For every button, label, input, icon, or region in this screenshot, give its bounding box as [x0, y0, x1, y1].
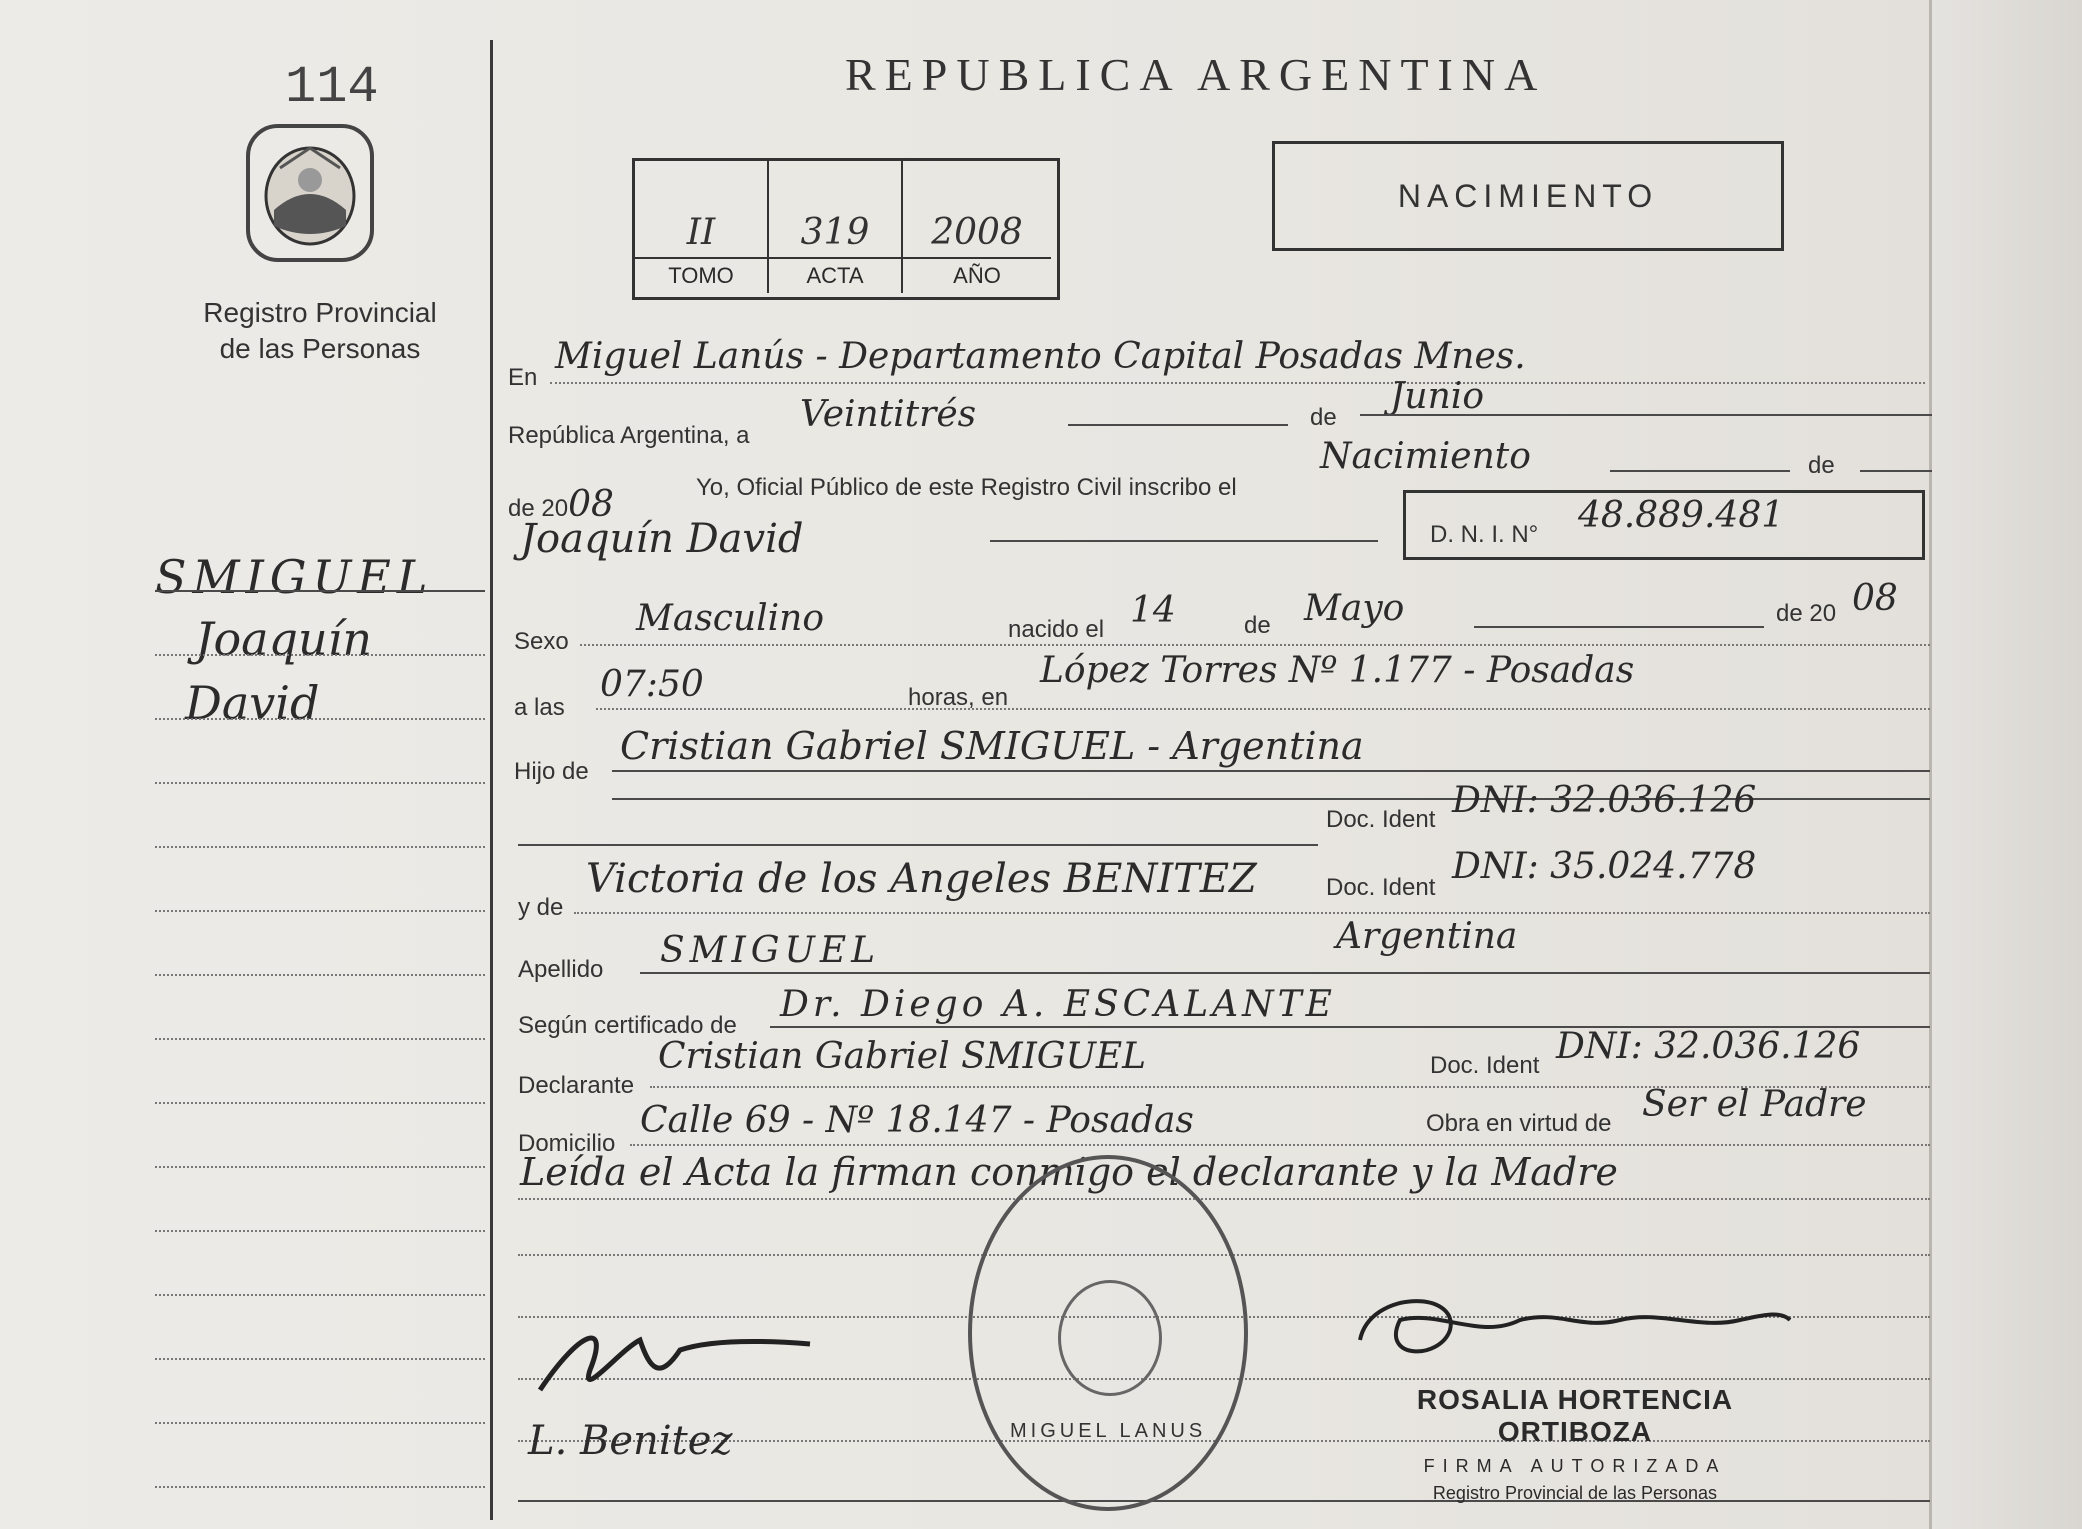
father-value: Cristian Gabriel SMIGUEL - Argentina — [620, 724, 1364, 768]
certificate-value: Dr. Diego A. ESCALANTE — [780, 984, 1336, 1025]
official-signature-icon — [1340, 1280, 1800, 1390]
sexo-label: Sexo — [514, 628, 569, 655]
day-line — [1068, 424, 1288, 426]
margin-line — [155, 1038, 485, 1040]
official-role: FIRMA AUTORIZADA — [1423, 1456, 1727, 1476]
margin-line — [155, 910, 485, 912]
birth-place-value: López Torres Nº 1.177 - Posadas — [1040, 650, 1635, 691]
de-label-2: de — [1808, 452, 1835, 479]
de-label: de — [1310, 404, 1337, 431]
registry-line2: de las Personas — [219, 333, 421, 364]
record-reference-table — [632, 158, 1060, 300]
official-office: Registro Provincial de las Personas — [1432, 1483, 1718, 1503]
domicilio-label: Domicilio — [518, 1130, 616, 1157]
event-value: Nacimiento — [1320, 436, 1531, 477]
dni-label: D. N. I. N° — [1430, 521, 1539, 548]
mother-value: Victoria de los Angeles BENITEZ — [586, 856, 1257, 902]
declarante-signature-icon — [520, 1310, 820, 1430]
birth-day-value: 14 — [1130, 590, 1176, 631]
margin-line — [155, 1358, 485, 1360]
provincial-seal-icon — [240, 118, 380, 268]
anio-label: AÑO — [953, 263, 1001, 288]
birth-month-line — [1474, 626, 1764, 628]
margin-surname: SMIGUEL — [155, 550, 434, 604]
doc-ident-label-1: Doc. Ident — [1326, 806, 1436, 833]
registry-line1: Registro Provincial — [203, 297, 437, 328]
margin-line — [155, 654, 485, 656]
father-line — [612, 770, 1930, 772]
acta-label: ACTA — [769, 259, 903, 293]
tomo-value: II — [635, 161, 769, 259]
declarante-label: Declarante — [518, 1072, 635, 1099]
margin-line — [155, 1102, 485, 1104]
acta-value: 319 — [769, 161, 903, 259]
domicilio-line — [630, 1144, 1930, 1146]
margin-line — [155, 1422, 485, 1424]
declarante-doc-value: DNI: 32.036.126 — [1556, 1026, 1861, 1067]
sexo-line — [580, 644, 1930, 646]
father-doc-value: DNI: 32.036.126 — [1452, 780, 1757, 821]
place-value: Miguel Lanús - Departamento Capital Posadas Mnes. — [555, 336, 1526, 377]
folio-number: 114 — [285, 58, 379, 117]
tomo-label: TOMO — [635, 259, 769, 293]
event-line — [1610, 470, 1790, 472]
domicilio-value: Calle 69 - Nº 18.147 - Posadas — [640, 1100, 1194, 1141]
year-suffix: 08 — [568, 484, 614, 525]
country-title: REPUBLICA ARGENTINA — [845, 49, 1547, 100]
mother-doc-value: DNI: 35.024.778 — [1452, 846, 1757, 887]
margin-line — [155, 974, 485, 976]
margin-line — [155, 1486, 485, 1488]
day-words-value: Veintitrés — [800, 394, 977, 435]
dni-value: 48.889.481 — [1578, 495, 1785, 536]
book-edge — [1929, 0, 2082, 1529]
mother-line — [574, 912, 1930, 914]
apellido-value: SMIGUEL — [660, 930, 881, 971]
margin-name1: Joaquín — [195, 612, 372, 666]
declarante-value: Cristian Gabriel SMIGUEL — [658, 1036, 1147, 1077]
margin-line — [155, 1166, 485, 1168]
dni-box — [1403, 490, 1925, 560]
anio-value: 2008 — [903, 161, 1051, 259]
mother-signature: L. Benitez — [528, 1418, 733, 1464]
margin-name2: David — [185, 676, 320, 730]
hijo-label: Hijo de — [514, 758, 589, 785]
doc-ident-label-3: Doc. Ident — [1430, 1052, 1540, 1079]
official-name: ROSALIA HORTENCIA ORTIBOZA — [1416, 1384, 1734, 1447]
margin-rule — [490, 40, 493, 1520]
margin-line — [155, 590, 485, 592]
official-statement: Yo, Oficial Público de este Registro Civil inscribo el — [696, 474, 1237, 501]
yde-label: y de — [518, 894, 564, 921]
de-label-3: de — [1244, 612, 1271, 639]
obra-label: Obra en virtud de — [1426, 1110, 1612, 1137]
month-value: Junio — [1390, 376, 1484, 417]
en-label: En — [508, 364, 538, 391]
place-line — [550, 382, 1925, 384]
obra-value: Ser el Padre — [1642, 1084, 1867, 1125]
birth-month-value: Mayo — [1304, 588, 1405, 629]
apellido-line — [640, 972, 1930, 974]
stamp-bottom-text: MIGUEL LANUS — [1010, 1420, 1207, 1442]
mother-nationality-value: Argentina — [1336, 916, 1518, 957]
closing-line — [518, 1198, 1930, 1200]
margin-line — [155, 1230, 485, 1232]
event-end-line — [1860, 470, 1932, 472]
official-signature-block — [1345, 1384, 1805, 1504]
alas-label: a las — [514, 694, 565, 721]
margin-line — [155, 1294, 485, 1296]
closing-text: Leída el Acta la firman conmigo el declarante y la Madre — [520, 1150, 1618, 1194]
time-value: 07:50 — [600, 664, 704, 705]
registry-name — [160, 295, 480, 367]
nacido-label: nacido el — [1008, 616, 1105, 643]
stamp-center-emblem — [1058, 1280, 1162, 1396]
month-line — [1360, 414, 1932, 416]
segun-label: Según certificado de — [518, 1012, 737, 1039]
republica-label: República Argentina, a — [508, 422, 750, 449]
margin-line — [155, 718, 485, 720]
record-type-box: NACIMIENTO — [1272, 141, 1784, 251]
child-name-value: Joaquín David — [520, 516, 804, 562]
father-doc-line — [518, 844, 1318, 846]
sexo-value: Masculino — [636, 598, 825, 639]
horas-label: horas, en — [908, 684, 1009, 711]
doc-ident-label-2: Doc. Ident — [1326, 874, 1436, 901]
birth-year-suffix: 08 — [1852, 578, 1898, 619]
margin-line — [155, 782, 485, 784]
birth-year-prefix: de 20 — [1776, 600, 1837, 627]
year-prefix-text: de 20 — [508, 495, 569, 522]
margin-line — [155, 846, 485, 848]
apellido-label: Apellido — [518, 956, 604, 983]
child-name-line — [990, 540, 1378, 542]
time-line — [596, 708, 1930, 710]
